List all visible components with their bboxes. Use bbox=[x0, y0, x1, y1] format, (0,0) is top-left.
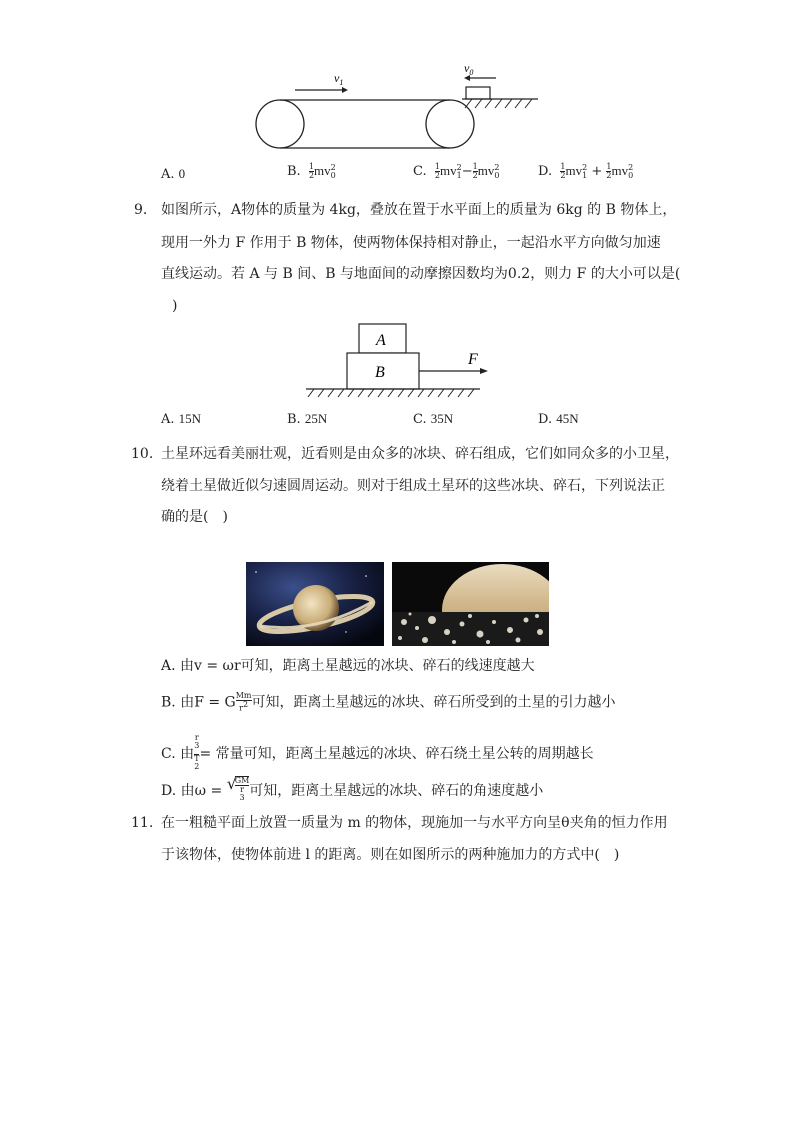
svg-text:F: F bbox=[468, 351, 478, 368]
q9-option-c[interactable]: C. 35N bbox=[413, 411, 454, 427]
q11-number: 11. bbox=[131, 815, 154, 831]
v0-label: $v_0$ bbox=[464, 62, 474, 77]
ground-hatching bbox=[308, 389, 474, 397]
q10-option-a[interactable]: A. 由v = ωr可知，距离土星越远的冰块、碎石的线速度越大 bbox=[161, 658, 535, 674]
fraction: $\frac{1}{2}$ bbox=[308, 162, 315, 180]
q9-line-4: ) bbox=[172, 298, 178, 314]
square-root: √ GM r $^3$ bbox=[227, 776, 250, 806]
q8-option-c[interactable]: C. $\frac{1}{2}$ mv 2 1 − $\frac{1}{2}$ mv 2 0 bbox=[413, 162, 500, 180]
fraction-mm-r2: $\frac{Mm}{r^2}$ bbox=[235, 691, 252, 713]
q11-line-2: 于该物体，使物体前进 l 的距离。则在如图所示的两种施加力的方式中( ) bbox=[161, 847, 620, 863]
saturn-photo-right bbox=[392, 562, 549, 646]
q8-option-d[interactable]: D. $\frac{1}{2}$ mv 2 1 + $\frac{1}{2}$ mv 2 0 bbox=[538, 162, 634, 180]
q11-line-1: 在一粗糙平面上放置一质量为 m 的物体，现施加一与水平方向呈θ夹角的恒力作用 bbox=[161, 815, 668, 831]
right-pulley bbox=[426, 100, 474, 148]
q9-option-d[interactable]: D. 45N bbox=[538, 411, 579, 427]
q10-option-b[interactable]: B. 由F = G $\frac{Mm}{r^2}$ 可知，距离土星越远的冰块、碎石所受到的土星的引力越小 bbox=[161, 691, 616, 713]
v1-label: $v_1$ bbox=[334, 71, 344, 87]
saturn-photo-left bbox=[246, 562, 384, 646]
platform-hatching bbox=[465, 99, 532, 108]
q10-option-c[interactable]: C. 由 r $^3$ T $^2$ = 常量可知，距离土星越远的冰块、碎石绕土星公转的周期越长 bbox=[161, 734, 594, 774]
svg-text:B: B bbox=[375, 364, 385, 381]
left-pulley bbox=[256, 100, 304, 148]
q9-option-b[interactable]: B. 25N bbox=[287, 411, 328, 427]
fraction-r3-t2: r $^3$ T $^2$ bbox=[194, 734, 199, 774]
q9-line-3: 直线运动。若 A 与 B 间、B 与地面间的动摩擦因数均为0.2，则力 F 的大小可以是( bbox=[161, 266, 681, 282]
stacked-blocks-diagram bbox=[300, 318, 490, 403]
q9-number: 9. bbox=[134, 202, 148, 218]
q10-line-1: 土星环远看美丽壮观，近看则是由众多的冰块、碎石组成，它们如同众多的小卫星， bbox=[161, 446, 679, 462]
q10-line-3: 确的是( ) bbox=[161, 509, 228, 525]
q9-line-2: 现用一外力 F 作用于 B 物体，使两物体保持相对静止，一起沿水平方向做匀加速 bbox=[161, 235, 661, 251]
q10-line-2: 绕着土星做近似匀速圆周运动。则对于组成土星环的这些冰块、碎石，下列说法正 bbox=[161, 478, 665, 494]
q9-line-1: 如图所示，A物体的质量为 4kg，叠放在置于水平面上的质量为 6kg 的 B 物体上， bbox=[161, 202, 677, 218]
q8-option-a[interactable]: A. 0 bbox=[161, 166, 186, 182]
q10-option-d[interactable]: D. 由ω = √ GM r $^3$ 可知，距离土星越远的冰块、碎石的角速度越小 bbox=[161, 776, 543, 806]
small-block bbox=[466, 87, 490, 99]
svg-text:A: A bbox=[376, 332, 386, 349]
conveyor-diagram bbox=[250, 62, 550, 157]
q10-number: 10. bbox=[131, 446, 154, 462]
q8-option-b[interactable]: B. $\frac{1}{2}$ mv 2 0 bbox=[287, 162, 336, 180]
q9-option-a[interactable]: A. 15N bbox=[161, 411, 202, 427]
